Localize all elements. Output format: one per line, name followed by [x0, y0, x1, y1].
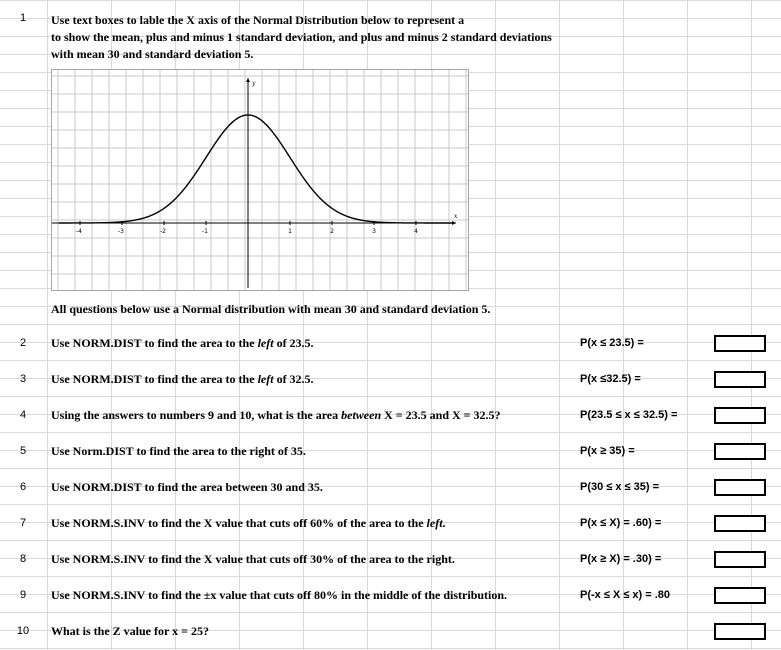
probability-expression: P(-x ≤ X ≤ x) = .80 [580, 589, 671, 601]
row-number: 1 [19, 12, 27, 24]
answer-box[interactable] [714, 479, 766, 496]
x-tick-label: 1 [288, 228, 292, 235]
probability-expression: P(x ≤32.5) = [580, 373, 641, 385]
probability-expression: P(x ≤ 23.5) = [580, 337, 644, 349]
question-number: 10 [16, 625, 30, 637]
answer-box[interactable] [714, 551, 766, 568]
question-text: Use NORM.S.INV to find the ±x value that cuts off 80% in the middle of the distribution. [51, 588, 508, 602]
instructions-line-3: with mean 30 and standard deviation 5. [51, 47, 254, 61]
probability-expression: P(x ≥ 35) = [580, 445, 635, 457]
x-tick-label: 3 [372, 228, 376, 235]
question-text: Use NORM.DIST to find the area to the left of 23.5. [51, 336, 314, 350]
instructions [51, 12, 552, 63]
x-tick-label: 2 [330, 228, 334, 235]
normal-distribution-chart[interactable] [51, 69, 469, 291]
question-emphasis: left [257, 336, 274, 350]
x-tick-label: -2 [160, 228, 166, 235]
x-tick-label: -4 [76, 228, 82, 235]
normal-curve [59, 115, 454, 223]
question-number: 4 [19, 409, 27, 421]
answer-box[interactable] [714, 407, 766, 424]
questions-intro: All questions below use a Normal distribution with mean 30 and standard deviation 5. [51, 302, 491, 316]
question-text: Using the answers to numbers 9 and 10, what is the area between X = 23.5 and X = 32.5? [51, 408, 501, 422]
question-text: Use NORM.S.INV to find the X value that cuts off 60% of the area to the left. [51, 516, 446, 530]
chart-canvas [52, 70, 468, 290]
answer-box[interactable] [714, 371, 766, 388]
question-text: Use Norm.DIST to find the area to the right of 35. [51, 444, 306, 458]
question-text: Use NORM.S.INV to find the X value that cuts off 30% of the area to the right. [51, 552, 455, 566]
probability-expression: P(30 ≤ x ≤ 35) = [580, 481, 660, 493]
question-number: 5 [19, 445, 27, 457]
question-number: 9 [19, 589, 27, 601]
x-tick-label: -1 [202, 228, 208, 235]
instructions-line-1: Use text boxes to lable the X axis of the Normal Distribution below to represent a [51, 13, 465, 27]
question-number: 8 [19, 553, 27, 565]
question-emphasis: left [426, 516, 443, 530]
y-axis-arrow [246, 78, 250, 82]
probability-expression: P(x ≤ X) = .60) = [580, 517, 662, 529]
question-number: 7 [19, 517, 27, 529]
question-text: What is the Z value for x = 25? [51, 624, 209, 638]
x-tick-label: -3 [118, 228, 124, 235]
question-text: Use NORM.DIST to find the area to the left of 32.5. [51, 372, 314, 386]
question-number: 2 [19, 337, 27, 349]
answer-box[interactable] [714, 335, 766, 352]
answer-box[interactable] [714, 443, 766, 460]
instructions-line-2: to show the mean, plus and minus 1 standard deviation, and plus and minus 2 standard deviations [51, 30, 552, 44]
x-tick-label: 4 [414, 228, 418, 235]
question-emphasis: left [257, 372, 274, 386]
question-number: 3 [19, 373, 27, 385]
probability-expression: P(23.5 ≤ x ≤ 32.5) = [580, 409, 678, 421]
question-text: Use NORM.DIST to find the area between 30 and 35. [51, 480, 323, 494]
probability-expression: P(x ≥ X) = .30) = [580, 553, 662, 565]
x-axis-label: x [454, 213, 458, 220]
question-number: 6 [19, 481, 27, 493]
question-emphasis: between [341, 408, 382, 422]
y-axis-label: y [252, 80, 256, 87]
answer-box[interactable] [714, 587, 766, 604]
answer-box[interactable] [714, 515, 766, 532]
answer-box[interactable] [714, 623, 766, 640]
